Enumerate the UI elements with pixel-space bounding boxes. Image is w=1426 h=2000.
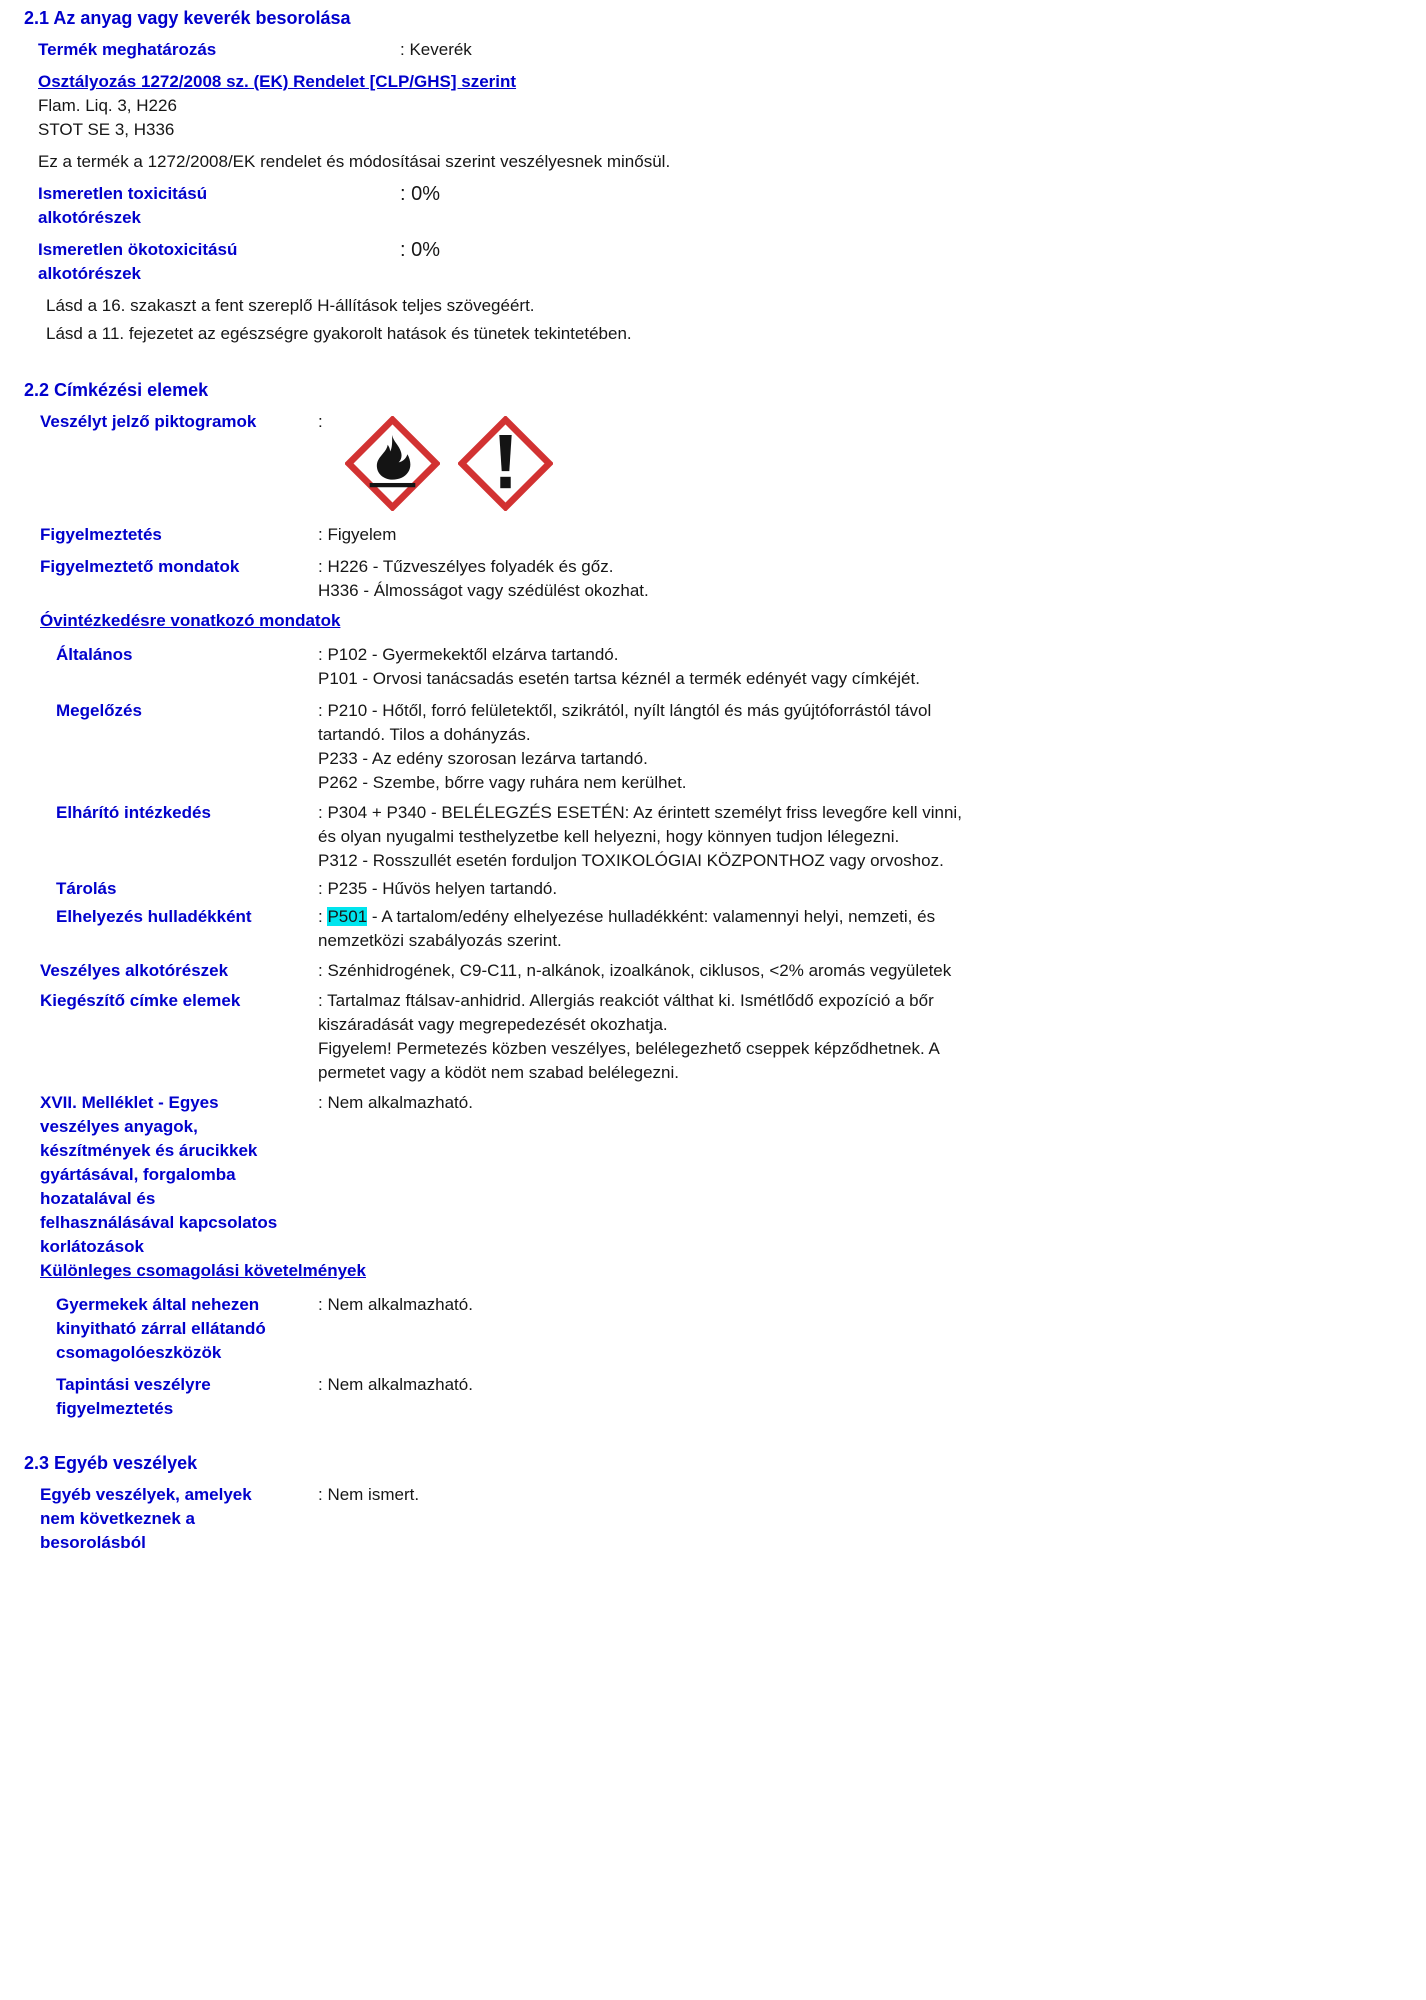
supplemental-label-value bbox=[318, 989, 1396, 1085]
text-line: : P235 - Hűvös helyen tartandó. bbox=[318, 879, 558, 898]
see-section-16-note: Lásd a 16. szakaszt a fent szereplő H-állítások teljes szövegéért. bbox=[46, 296, 535, 315]
text-line: kiszáradását vagy megrepedezését okozhatja. bbox=[318, 1015, 668, 1034]
unknown-toxicity-label: Ismeretlen toxicitású alkotórészek bbox=[38, 184, 208, 227]
precaution-disposal-value bbox=[318, 905, 1396, 953]
text-line bbox=[318, 905, 1396, 929]
text-line: H336 - Álmosságot vagy szédülést okozhat. bbox=[318, 581, 649, 600]
text-line: : Tartalmaz ftálsav-anhidrid. Allergiás reakciót válthat ki. Ismétlődő expozíció a bőr bbox=[318, 991, 934, 1010]
child-resistant-label: Gyermekek által nehezen kinyitható zárral ellátandó csomagolóeszközök bbox=[56, 1295, 266, 1362]
hazard-statements-row bbox=[40, 555, 1396, 603]
hazard-statements-value bbox=[318, 555, 1396, 603]
product-definition-label: Termék meghatározás bbox=[38, 40, 217, 59]
text-line: Figyelem! Permetezés közben veszélyes, belélegezhető cseppek képződhetnek. A bbox=[318, 1039, 940, 1058]
text-line: permetet vagy a ködöt nem szabad belélegezni. bbox=[318, 1063, 680, 1082]
hazard-pictograms-label: Veszélyt jelző piktogramok bbox=[40, 412, 257, 431]
supplemental-label-row bbox=[40, 989, 1396, 1085]
other-hazards-value: : Nem ismert. bbox=[318, 1485, 420, 1504]
text-line: P233 - Az edény szorosan lezárva tartandó. bbox=[318, 749, 648, 768]
product-definition-value: : Keverék bbox=[400, 40, 472, 59]
hazard-pictograms-value bbox=[318, 410, 1396, 511]
disposal-colon: : bbox=[318, 907, 328, 926]
child-resistant-row bbox=[56, 1293, 1396, 1365]
precaution-general-value bbox=[318, 643, 1396, 691]
unknown-ecotoxicity-row bbox=[38, 238, 1396, 286]
hazard-note: Ez a termék a 1272/2008/EK rendelet és módosításai szerint veszélyesnek minősül. bbox=[38, 152, 671, 171]
unknown-ecotoxicity-label: Ismeretlen ökotoxicitású alkotórészek bbox=[38, 240, 238, 283]
other-hazards-row bbox=[40, 1483, 1396, 1555]
unknown-ecotoxicity-value: : 0% bbox=[400, 239, 441, 261]
annex-xvii-row bbox=[40, 1091, 1396, 1259]
text-line: : Szénhidrogének, C9-C11, n-alkánok, izoalkánok, ciklusos, <2% aromás vegyületek bbox=[318, 961, 952, 980]
unknown-toxicity-row bbox=[38, 182, 1396, 230]
precaution-disposal-row bbox=[56, 905, 1396, 953]
text-line: : H226 - Tűzveszélyes folyadék és gőz. bbox=[318, 557, 614, 576]
hazardous-ingredients-row bbox=[40, 959, 1396, 983]
hazardous-ingredients-value bbox=[318, 959, 1396, 983]
precaution-disposal-label: Elhelyezés hulladékként bbox=[56, 907, 252, 926]
annex-xvii-value: : Nem alkalmazható. bbox=[318, 1093, 473, 1112]
hazard-pictograms-row bbox=[40, 410, 1396, 511]
unknown-toxicity-value: : 0% bbox=[400, 183, 441, 205]
tactile-warning-value: : Nem alkalmazható. bbox=[318, 1375, 473, 1394]
tactile-warning-label: Tapintási veszélyre figyelmeztetés bbox=[56, 1375, 211, 1418]
text-line: P262 - Szembe, bőrre vagy ruhára nem kerülhet. bbox=[318, 773, 687, 792]
precaution-general-row bbox=[56, 643, 1396, 691]
section-2-1-heading: 2.1 Az anyag vagy keverék besorolása bbox=[24, 8, 351, 28]
p501-highlight: P501 bbox=[327, 907, 368, 926]
precaution-prevention-label: Megelőzés bbox=[56, 701, 142, 720]
text-line: és olyan nyugalmi testhelyzetbe kell helyezni, hogy könnyen tudjon lélegezni. bbox=[318, 827, 900, 846]
signal-word-label: Figyelmeztetés bbox=[40, 525, 162, 544]
tactile-warning-row bbox=[56, 1373, 1396, 1421]
other-hazards-label: Egyéb veszélyek, amelyek nem következnek a besorolásból bbox=[40, 1485, 252, 1552]
child-resistant-value: : Nem alkalmazható. bbox=[318, 1295, 473, 1314]
section-2-3-heading: 2.3 Egyéb veszélyek bbox=[24, 1453, 198, 1473]
text-line: : P304 + P340 - BELÉLEGZÉS ESETÉN: Az érintett személyt friss levegőre kell vinni, bbox=[318, 803, 962, 822]
pictograms-colon: : bbox=[318, 412, 323, 431]
precaution-response-value bbox=[318, 801, 1396, 873]
precaution-response-label: Elhárító intézkedés bbox=[56, 803, 211, 822]
precautionary-statements-heading: Óvintézkedésre vonatkozó mondatok bbox=[40, 611, 341, 630]
hazard-statements-label: Figyelmeztető mondatok bbox=[40, 557, 240, 576]
exclamation-mark-pictogram-icon bbox=[458, 416, 553, 511]
classification-line-1: Flam. Liq. 3, H226 bbox=[38, 96, 177, 115]
see-section-11-note: Lásd a 11. fejezetet az egészségre gyakorolt hatások és tünetek tekintetében. bbox=[46, 324, 632, 343]
precaution-storage-label: Tárolás bbox=[56, 879, 117, 898]
section-2-2-heading: 2.2 Címkézési elemek bbox=[24, 380, 209, 400]
product-definition-row bbox=[38, 38, 1396, 62]
text-line: tartandó. Tilos a dohányzás. bbox=[318, 725, 531, 744]
text-line: : P102 - Gyermekektől elzárva tartandó. bbox=[318, 645, 619, 664]
disposal-text: - A tartalom/edény elhelyezése hulladékként: valamennyi helyi, nemzeti, és bbox=[367, 907, 936, 926]
precaution-response-row bbox=[56, 801, 1396, 873]
text-line: P101 - Orvosi tanácsadás esetén tartsa kéznél a termék edényét vagy címkéjét. bbox=[318, 669, 920, 688]
signal-word-value: : Figyelem bbox=[318, 525, 397, 544]
hazardous-ingredients-label: Veszélyes alkotórészek bbox=[40, 961, 229, 980]
text-line: nemzetközi szabályozás szerint. bbox=[318, 931, 562, 950]
classification-line-2: STOT SE 3, H336 bbox=[38, 120, 175, 139]
precaution-general-label: Általános bbox=[56, 645, 133, 664]
special-packaging-heading: Különleges csomagolási követelmények bbox=[40, 1261, 366, 1280]
precaution-prevention-value bbox=[318, 699, 1396, 795]
signal-word-row bbox=[40, 523, 1396, 547]
precaution-prevention-row bbox=[56, 699, 1396, 795]
text-line: P312 - Rosszullét esetén forduljon TOXIKOLÓGIAI KÖZPONTHOZ vagy orvoshoz. bbox=[318, 851, 944, 870]
text-line: : P210 - Hőtől, forró felületektől, szikrától, nyílt lángtól és más gyújtóforrástól távol bbox=[318, 701, 932, 720]
classification-heading: Osztályozás 1272/2008 sz. (EK) Rendelet [CLP/GHS] szerint bbox=[38, 72, 517, 91]
supplemental-label-label: Kiegészítő címke elemek bbox=[40, 991, 241, 1010]
annex-xvii-label: XVII. Melléklet - Egyes veszélyes anyagok, készítmények és árucikkek gyártásával, forgalomba hozatalával és felhasználásával kapcsolatos korlátozások bbox=[40, 1093, 278, 1256]
precaution-storage-value bbox=[318, 877, 1396, 901]
flame-pictogram-icon bbox=[345, 416, 440, 511]
precaution-storage-row bbox=[56, 877, 1396, 901]
